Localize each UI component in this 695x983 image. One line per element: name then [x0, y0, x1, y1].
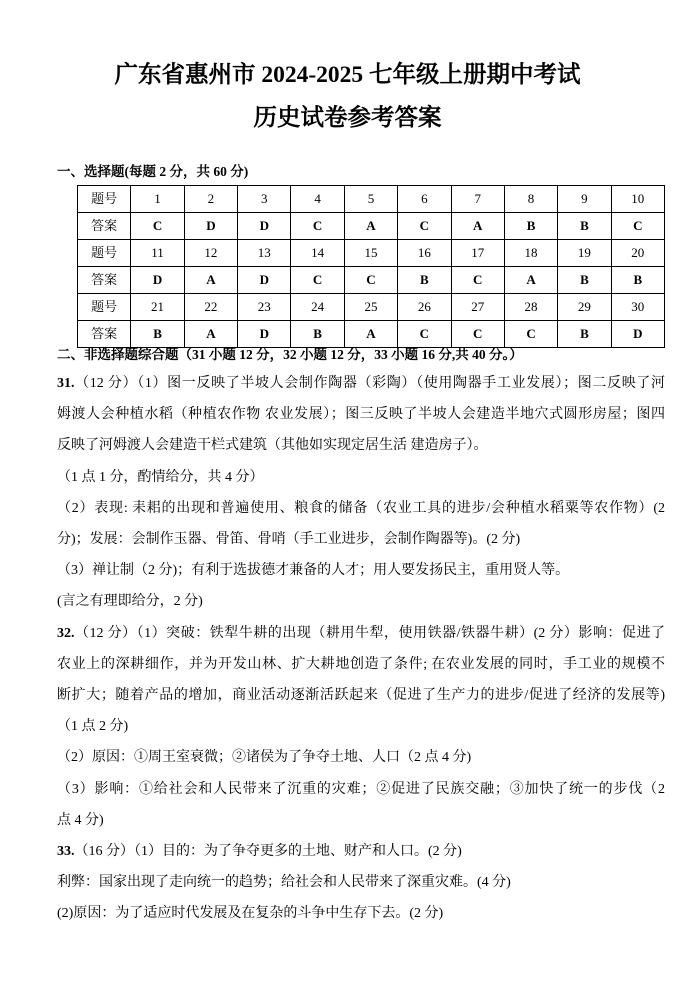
- question-number-cell: 21: [131, 294, 184, 321]
- essay-answers: [57, 368, 665, 930]
- question-number-cell: 10: [611, 186, 664, 213]
- answer-line: [57, 368, 665, 399]
- answer-cell: C: [504, 321, 557, 348]
- question-number-cell: 15: [344, 240, 397, 267]
- answer-row: [78, 321, 665, 348]
- choice-section-heading: 一、选择题(每题 2 分，共 60 分): [57, 164, 249, 179]
- answer-cell: B: [131, 321, 184, 348]
- answer-cell: C: [398, 321, 451, 348]
- answer-line: [57, 618, 665, 649]
- scoring-note: （1 点 1 分，酌情给分，共 4 分）: [57, 469, 264, 485]
- question-number: 33.: [57, 844, 75, 860]
- answer-cell: B: [291, 321, 344, 348]
- row-label: 答案: [78, 321, 131, 348]
- answer-cell: B: [611, 267, 664, 294]
- question-number-cell: 14: [291, 240, 344, 267]
- question-number-cell: 30: [611, 294, 664, 321]
- answer-cell: C: [344, 267, 397, 294]
- answer-cell: B: [558, 267, 611, 294]
- answer-cell: C: [291, 213, 344, 240]
- answer-line: 分)；发展：会制作玉器、骨笛、骨哨（手工业进步，会制作陶器等)。(2 分): [57, 532, 521, 548]
- answer-line: （3）影响：①给社会和人民带来了沉重的灾难；②促进了民族交融；③加快了统一的步伐（2: [57, 781, 665, 797]
- answer-cell: C: [611, 213, 664, 240]
- answer-cell: A: [184, 321, 237, 348]
- question-number-cell: 8: [504, 186, 557, 213]
- answer-text: （12 分）（1）突破：铁犁牛耕的出现（耕用牛犁，使用铁器/铁器牛耕）(2 分）影响：促进了: [74, 625, 665, 641]
- scoring-note: (言之有理即给分，2 分): [57, 594, 203, 610]
- choice-answer-table: [77, 185, 665, 348]
- question-number: 32.: [57, 625, 75, 641]
- answer-cell: A: [184, 267, 237, 294]
- answer-line: （2）原因：①周王室衰微；②诸侯为了争夺土地、人口（2 点 4 分): [57, 750, 472, 766]
- question-number-cell: 1: [131, 186, 184, 213]
- answer-cell: C: [398, 213, 451, 240]
- question-number-cell: 29: [558, 294, 611, 321]
- answer-cell: D: [238, 267, 291, 294]
- question-number-cell: 9: [558, 186, 611, 213]
- row-label: 答案: [78, 267, 131, 294]
- question-number-cell: 22: [184, 294, 237, 321]
- question-31: [57, 368, 665, 618]
- answer-line: 农业上的深耕细作，并为开发山林、扩大耕地创造了条件; 在农业发展的同时，手工业的规模不: [57, 656, 665, 672]
- answer-row: [78, 213, 665, 240]
- question-number-cell: 28: [504, 294, 557, 321]
- question-number-cell: 13: [238, 240, 291, 267]
- answer-cell: D: [238, 321, 291, 348]
- answer-cell: D: [131, 267, 184, 294]
- question-number-cell: 12: [184, 240, 237, 267]
- answer-text: （12 分）（1）图一反映了半坡人会制作陶器（彩陶）（使用陶器手工业发展）；图二反映了河: [74, 376, 665, 391]
- choice-answer-table-body: [78, 186, 665, 348]
- question-number-cell: 26: [398, 294, 451, 321]
- row-label: 题号: [78, 240, 131, 267]
- row-label: 答案: [78, 213, 131, 240]
- answer-cell: B: [504, 213, 557, 240]
- answer-cell: D: [184, 213, 237, 240]
- question-number-cell: 24: [291, 294, 344, 321]
- question-number: 31.: [57, 376, 75, 391]
- question-number-cell: 18: [504, 240, 557, 267]
- answer-line: 姆渡人会种植水稻（种植农作物 农业发展）；图三反映了半坡人会建造半地穴式圆形房屋；图四: [57, 407, 665, 423]
- answer-line: （2）表现: 耒耜的出现和普遍使用、粮食的储备（农业工具的进步/会种植水稻粟等农作物）(2: [57, 500, 665, 516]
- answer-cell: C: [451, 267, 504, 294]
- question-number-cell: 23: [238, 294, 291, 321]
- question-number-row: [78, 294, 665, 321]
- answer-cell: C: [291, 267, 344, 294]
- answer-cell: D: [611, 321, 664, 348]
- question-number-cell: 25: [344, 294, 397, 321]
- question-number-cell: 3: [238, 186, 291, 213]
- question-number-cell: 17: [451, 240, 504, 267]
- question-number-cell: 4: [291, 186, 344, 213]
- question-number-cell: 19: [558, 240, 611, 267]
- answer-text: （16 分）（1）目的：为了争夺更多的土地、财产和人口。(2 分): [74, 844, 462, 860]
- row-label: 题号: [78, 294, 131, 321]
- question-number-cell: 11: [131, 240, 184, 267]
- essay-section-heading: 二、非选择题综合题（31 小题 12 分，32 小题 12 分，33 小题 16 分,共 40 分。）: [57, 347, 523, 362]
- answer-cell: B: [398, 267, 451, 294]
- question-number-cell: 6: [398, 186, 451, 213]
- answer-line: [57, 836, 665, 867]
- answer-cell: A: [504, 267, 557, 294]
- answer-line: （3）禅让制（2 分)；有利于选拔德才兼备的人才；用人要发扬民主，重用贤人等。: [57, 563, 570, 579]
- question-number-row: [78, 186, 665, 213]
- question-number-cell: 5: [344, 186, 397, 213]
- question-number-cell: 27: [451, 294, 504, 321]
- answer-line: 反映了河姆渡人会建造干栏式建筑（其他如实现定居生活 建造房子）。: [57, 438, 488, 454]
- answer-cell: A: [344, 213, 397, 240]
- row-label: 题号: [78, 186, 131, 213]
- answer-line: 利弊：国家出现了走向统一的趋势；给社会和人民带来了深重灾难。(4 分): [57, 875, 511, 891]
- question-33: [57, 836, 665, 930]
- answer-line: (2)原因：为了适应时代发展及在复杂的斗争中生存下去。(2 分): [57, 906, 444, 922]
- document-title: 广东省惠州市 2024-2025 七年级上册期中考试: [114, 62, 581, 88]
- question-number-cell: 7: [451, 186, 504, 213]
- question-32: [57, 618, 665, 836]
- answer-cell: B: [558, 213, 611, 240]
- answer-cell: B: [558, 321, 611, 348]
- answer-cell: A: [344, 321, 397, 348]
- answer-cell: C: [131, 213, 184, 240]
- answer-line: 断扩大；随着产品的增加，商业活动逐渐活跃起来（促进了生产力的进步/促进了经济的发展等): [57, 688, 665, 704]
- question-number-row: [78, 240, 665, 267]
- scoring-note: （1 点 2 分): [57, 719, 129, 735]
- answer-row: [78, 267, 665, 294]
- document-subtitle: 历史试卷参考答案: [253, 105, 442, 131]
- question-number-cell: 20: [611, 240, 664, 267]
- question-number-cell: 2: [184, 186, 237, 213]
- answer-line: 点 4 分): [57, 812, 104, 828]
- answer-cell: D: [238, 213, 291, 240]
- answer-cell: C: [451, 321, 504, 348]
- question-number-cell: 16: [398, 240, 451, 267]
- answer-cell: A: [451, 213, 504, 240]
